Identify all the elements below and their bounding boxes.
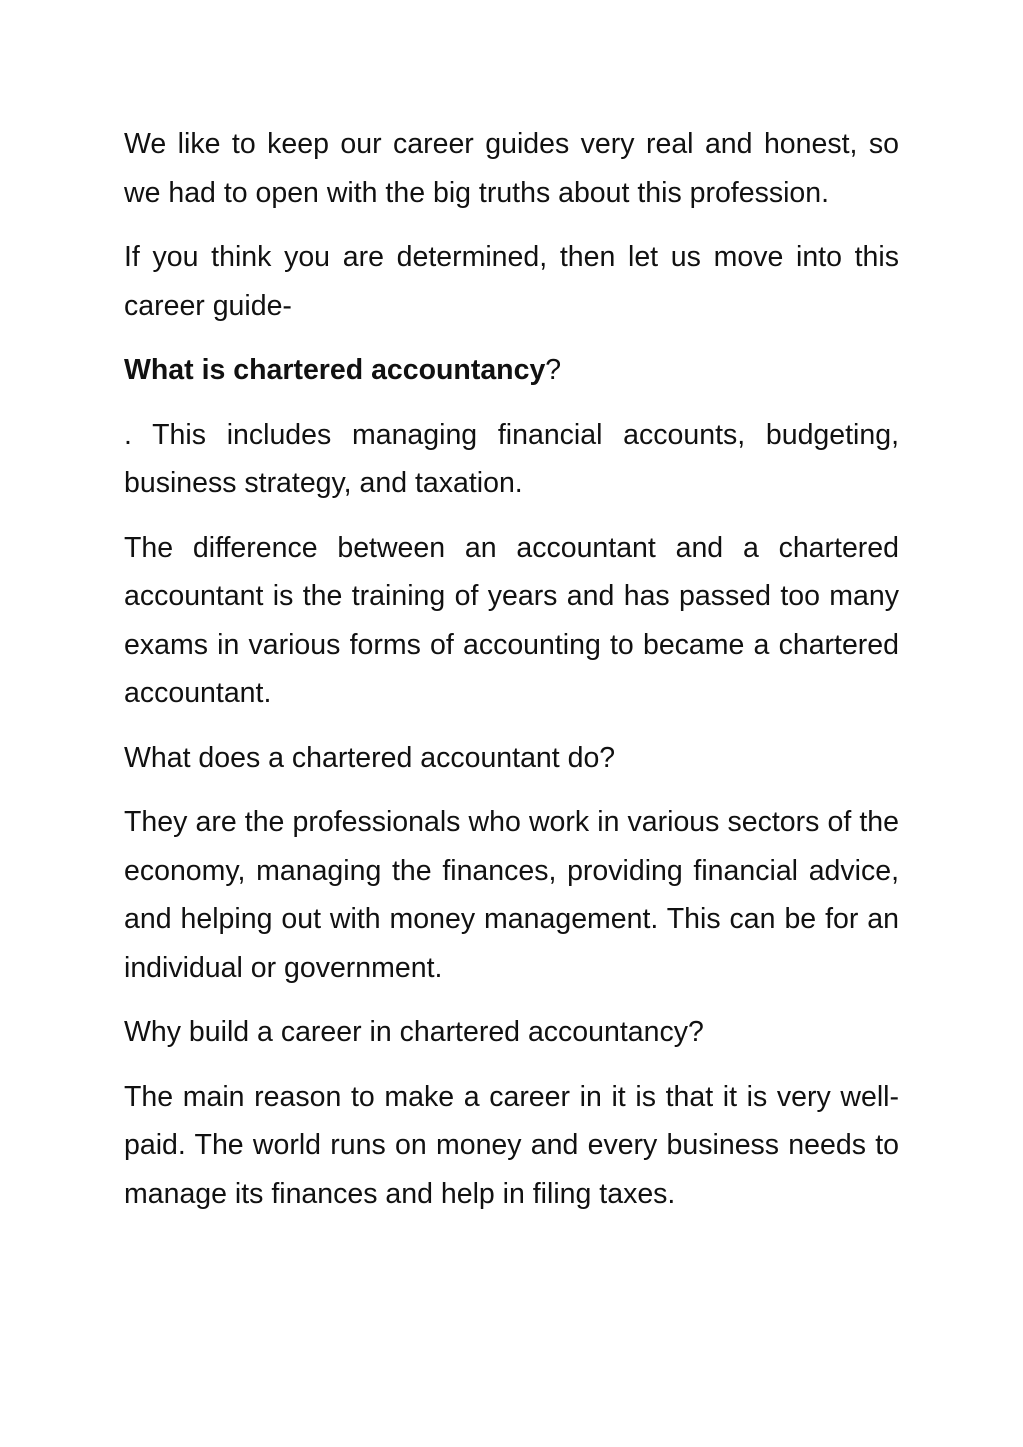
difference-paragraph: The difference between an accountant and a chartered accountant is the training of years and has passed too many exams in various forms of accounting to became a chartered accountant.: [124, 531, 899, 709]
section-heading-why-build: Why build a career in chartered accountancy?: [124, 1016, 704, 1048]
intro-paragraph: We like to keep our career guides very real and honest, so we had to open with the big truths about this profession.: [124, 128, 899, 209]
section-heading-what-does: What does a chartered accountant do?: [124, 741, 616, 774]
determination-paragraph: If you think you are determined, then let us move into this career guide-: [124, 241, 899, 322]
section-heading-what-is-tail: ?: [545, 354, 562, 386]
section-heading-what-is: [124, 346, 899, 395]
reason-paragraph: The main reason to make a career in it is that it is very well-paid. The world runs on money and every business needs to manage its finances and help in filing taxes.: [124, 1080, 899, 1210]
definition-paragraph: . This includes managing financial accounts, budgeting, business strategy, and taxation.: [124, 418, 899, 499]
section-heading-what-is-bold: What is chartered accountancy: [124, 354, 546, 386]
role-paragraph: They are the professionals who work in various sectors of the economy, managing the finances, providing financial advice, and helping out with money management. This can be for an individual or government.: [124, 806, 899, 984]
document-page: [124, 120, 899, 1234]
